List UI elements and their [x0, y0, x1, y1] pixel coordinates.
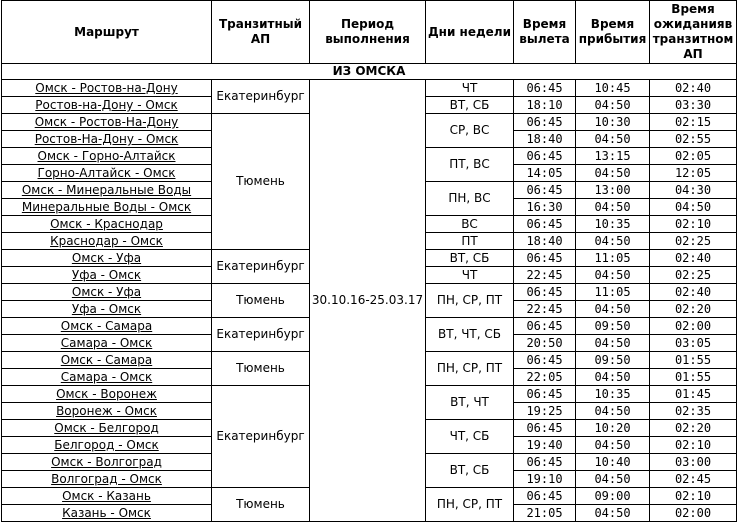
transit-airport-cell: Екатеринбург — [212, 80, 310, 114]
weekdays-cell: ПН, СР, ПТ — [426, 284, 514, 318]
weekdays-cell: ВТ, ЧТ, СБ — [426, 318, 514, 352]
route-link[interactable]: Омск - Краснодар — [50, 217, 163, 231]
arrival-time-cell: 04:50 — [576, 369, 650, 386]
wait-time-cell: 04:50 — [650, 199, 737, 216]
route-link[interactable]: Уфа - Омск — [71, 268, 142, 282]
route-cell — [2, 267, 212, 284]
departure-time-cell: 06:45 — [514, 216, 576, 233]
arrival-time-cell: 04:50 — [576, 165, 650, 182]
route-cell — [2, 386, 212, 403]
wait-time-cell: 01:55 — [650, 369, 737, 386]
route-link[interactable]: Омск - Самара — [60, 353, 153, 367]
arrival-time-cell: 10:40 — [576, 454, 650, 471]
route-link[interactable]: Ростов-На-Дону - Омск — [34, 132, 179, 146]
header-wait-time: Время ожиданияв транзитном АП — [650, 1, 737, 64]
route-cell — [2, 420, 212, 437]
section-row — [2, 64, 737, 80]
period-cell: 30.10.16-25.03.17 — [310, 80, 426, 522]
header-route: Маршрут — [2, 1, 212, 64]
arrival-time-cell: 04:50 — [576, 335, 650, 352]
departure-time-cell: 06:45 — [514, 318, 576, 335]
departure-time-cell: 06:45 — [514, 488, 576, 505]
route-cell — [2, 182, 212, 199]
departure-time-cell: 19:10 — [514, 471, 576, 488]
wait-time-cell: 02:10 — [650, 437, 737, 454]
arrival-time-cell: 13:15 — [576, 148, 650, 165]
route-link[interactable]: Омск - Самара — [60, 319, 153, 333]
departure-time-cell: 18:40 — [514, 131, 576, 148]
wait-time-cell: 03:00 — [650, 454, 737, 471]
route-cell — [2, 250, 212, 267]
route-cell — [2, 216, 212, 233]
route-link[interactable]: Уфа - Омск — [71, 302, 142, 316]
wait-time-cell: 02:45 — [650, 471, 737, 488]
header-transit-airport: Транзитный АП — [212, 1, 310, 64]
departure-time-cell: 06:45 — [514, 420, 576, 437]
header-weekdays: Дни недели — [426, 1, 514, 64]
transit-airport-cell: Тюмень — [212, 114, 310, 250]
arrival-time-cell: 04:50 — [576, 131, 650, 148]
weekdays-cell: ЧТ, СБ — [426, 420, 514, 454]
wait-time-cell: 02:40 — [650, 250, 737, 267]
arrival-time-cell: 09:50 — [576, 352, 650, 369]
route-cell — [2, 318, 212, 335]
route-link[interactable]: Горно-Алтайск - Омск — [37, 166, 176, 180]
arrival-time-cell: 10:30 — [576, 114, 650, 131]
arrival-time-cell: 04:50 — [576, 267, 650, 284]
departure-time-cell: 19:40 — [514, 437, 576, 454]
route-cell — [2, 471, 212, 488]
transit-airport-cell: Тюмень — [212, 352, 310, 386]
route-cell — [2, 454, 212, 471]
route-link[interactable]: Казань - Омск — [62, 506, 151, 520]
route-link[interactable]: Омск - Казань — [62, 489, 151, 503]
weekdays-cell: ПН, ВС — [426, 182, 514, 216]
route-cell — [2, 369, 212, 386]
weekdays-cell: ВТ, СБ — [426, 454, 514, 488]
transit-airport-cell: Екатеринбург — [212, 250, 310, 284]
route-link[interactable]: Омск - Ростов-На-Дону — [34, 115, 179, 129]
arrival-time-cell: 09:50 — [576, 318, 650, 335]
route-link[interactable]: Омск - Уфа — [71, 285, 142, 299]
weekdays-cell: ВС — [426, 216, 514, 233]
route-link[interactable]: Омск - Белгород — [54, 421, 159, 435]
arrival-time-cell: 10:45 — [576, 80, 650, 97]
departure-time-cell: 14:05 — [514, 165, 576, 182]
route-cell — [2, 80, 212, 97]
weekdays-cell: СР, ВС — [426, 114, 514, 148]
route-link[interactable]: Омск - Воронеж — [56, 387, 157, 401]
weekdays-cell: ЧТ — [426, 267, 514, 284]
section-title: ИЗ ОМСКА — [2, 64, 737, 80]
wait-time-cell: 02:15 — [650, 114, 737, 131]
route-link[interactable]: Воронеж - Омск — [56, 404, 157, 418]
arrival-time-cell: 04:50 — [576, 97, 650, 114]
transit-airport-cell: Тюмень — [212, 488, 310, 522]
table-row — [2, 80, 737, 97]
weekdays-cell: ПТ, ВС — [426, 148, 514, 182]
arrival-time-cell: 10:35 — [576, 386, 650, 403]
route-cell — [2, 352, 212, 369]
weekdays-cell: ПН, СР, ПТ — [426, 488, 514, 522]
weekdays-cell: ЧТ — [426, 80, 514, 97]
arrival-time-cell: 13:00 — [576, 182, 650, 199]
route-cell — [2, 97, 212, 114]
departure-time-cell: 21:05 — [514, 505, 576, 522]
departure-time-cell: 22:05 — [514, 369, 576, 386]
route-link[interactable]: Ростов-на-Дону - Омск — [35, 98, 178, 112]
wait-time-cell: 02:20 — [650, 301, 737, 318]
route-link[interactable]: Омск - Уфа — [71, 251, 142, 265]
route-cell — [2, 233, 212, 250]
route-link[interactable]: Омск - Минеральные Воды — [21, 183, 192, 197]
route-cell — [2, 505, 212, 522]
route-cell — [2, 488, 212, 505]
wait-time-cell: 02:35 — [650, 403, 737, 420]
route-link[interactable]: Краснодар - Омск — [50, 234, 163, 248]
route-link[interactable]: Волгоград - Омск — [51, 472, 162, 486]
transit-airport-cell: Екатеринбург — [212, 386, 310, 488]
departure-time-cell: 06:45 — [514, 114, 576, 131]
route-cell — [2, 148, 212, 165]
wait-time-cell: 02:55 — [650, 131, 737, 148]
route-link[interactable]: Омск - Ростов-на-Дону — [35, 81, 178, 95]
flight-schedule-table — [1, 0, 737, 522]
wait-time-cell: 02:40 — [650, 80, 737, 97]
departure-time-cell: 06:45 — [514, 386, 576, 403]
route-cell — [2, 114, 212, 131]
arrival-time-cell: 04:50 — [576, 199, 650, 216]
departure-time-cell: 06:45 — [514, 454, 576, 471]
departure-time-cell: 06:45 — [514, 182, 576, 199]
departure-time-cell: 06:45 — [514, 148, 576, 165]
arrival-time-cell: 04:50 — [576, 437, 650, 454]
route-link[interactable]: Омск - Горно-Алтайск — [37, 149, 176, 163]
wait-time-cell: 02:20 — [650, 420, 737, 437]
wait-time-cell: 02:10 — [650, 216, 737, 233]
route-cell — [2, 437, 212, 454]
route-cell — [2, 403, 212, 420]
route-link[interactable]: Белгород - Омск — [54, 438, 159, 452]
departure-time-cell: 18:10 — [514, 97, 576, 114]
arrival-time-cell: 04:50 — [576, 505, 650, 522]
arrival-time-cell: 04:50 — [576, 471, 650, 488]
wait-time-cell: 01:55 — [650, 352, 737, 369]
wait-time-cell: 01:45 — [650, 386, 737, 403]
departure-time-cell: 18:40 — [514, 233, 576, 250]
arrival-time-cell: 09:00 — [576, 488, 650, 505]
route-link[interactable]: Самара - Омск — [60, 370, 153, 384]
header-departure-time: Время вылета — [514, 1, 576, 64]
arrival-time-cell: 11:05 — [576, 250, 650, 267]
departure-time-cell: 19:25 — [514, 403, 576, 420]
arrival-time-cell: 10:35 — [576, 216, 650, 233]
header-row — [2, 1, 737, 64]
departure-time-cell: 20:50 — [514, 335, 576, 352]
weekdays-cell: ВТ, ЧТ — [426, 386, 514, 420]
wait-time-cell: 02:00 — [650, 505, 737, 522]
route-cell — [2, 284, 212, 301]
wait-time-cell: 02:25 — [650, 267, 737, 284]
wait-time-cell: 04:30 — [650, 182, 737, 199]
wait-time-cell: 02:25 — [650, 233, 737, 250]
departure-time-cell: 06:45 — [514, 80, 576, 97]
arrival-time-cell: 04:50 — [576, 301, 650, 318]
schedule-container — [1, 0, 737, 522]
arrival-time-cell: 10:20 — [576, 420, 650, 437]
route-cell — [2, 165, 212, 182]
departure-time-cell: 06:45 — [514, 284, 576, 301]
header-period: Период выполнения — [310, 1, 426, 64]
wait-time-cell: 03:30 — [650, 97, 737, 114]
wait-time-cell: 02:40 — [650, 284, 737, 301]
route-cell — [2, 199, 212, 216]
departure-time-cell: 06:45 — [514, 250, 576, 267]
weekdays-cell: ВТ, СБ — [426, 250, 514, 267]
departure-time-cell: 22:45 — [514, 301, 576, 318]
weekdays-cell: ПТ — [426, 233, 514, 250]
arrival-time-cell: 11:05 — [576, 284, 650, 301]
arrival-time-cell: 04:50 — [576, 403, 650, 420]
weekdays-cell: ВТ, СБ — [426, 97, 514, 114]
transit-airport-cell: Тюмень — [212, 284, 310, 318]
departure-time-cell: 06:45 — [514, 352, 576, 369]
wait-time-cell: 02:05 — [650, 148, 737, 165]
route-link[interactable]: Омск - Волгоград — [51, 455, 162, 469]
header-arrival-time: Время прибытия — [576, 1, 650, 64]
departure-time-cell: 16:30 — [514, 199, 576, 216]
transit-airport-cell: Екатеринбург — [212, 318, 310, 352]
route-cell — [2, 301, 212, 318]
arrival-time-cell: 04:50 — [576, 233, 650, 250]
weekdays-cell: ПН, СР, ПТ — [426, 352, 514, 386]
wait-time-cell: 12:05 — [650, 165, 737, 182]
wait-time-cell: 02:00 — [650, 318, 737, 335]
wait-time-cell: 02:10 — [650, 488, 737, 505]
wait-time-cell: 03:05 — [650, 335, 737, 352]
route-link[interactable]: Самара - Омск — [60, 336, 153, 350]
departure-time-cell: 22:45 — [514, 267, 576, 284]
route-cell — [2, 335, 212, 352]
route-cell — [2, 131, 212, 148]
route-link[interactable]: Минеральные Воды - Омск — [21, 200, 192, 214]
